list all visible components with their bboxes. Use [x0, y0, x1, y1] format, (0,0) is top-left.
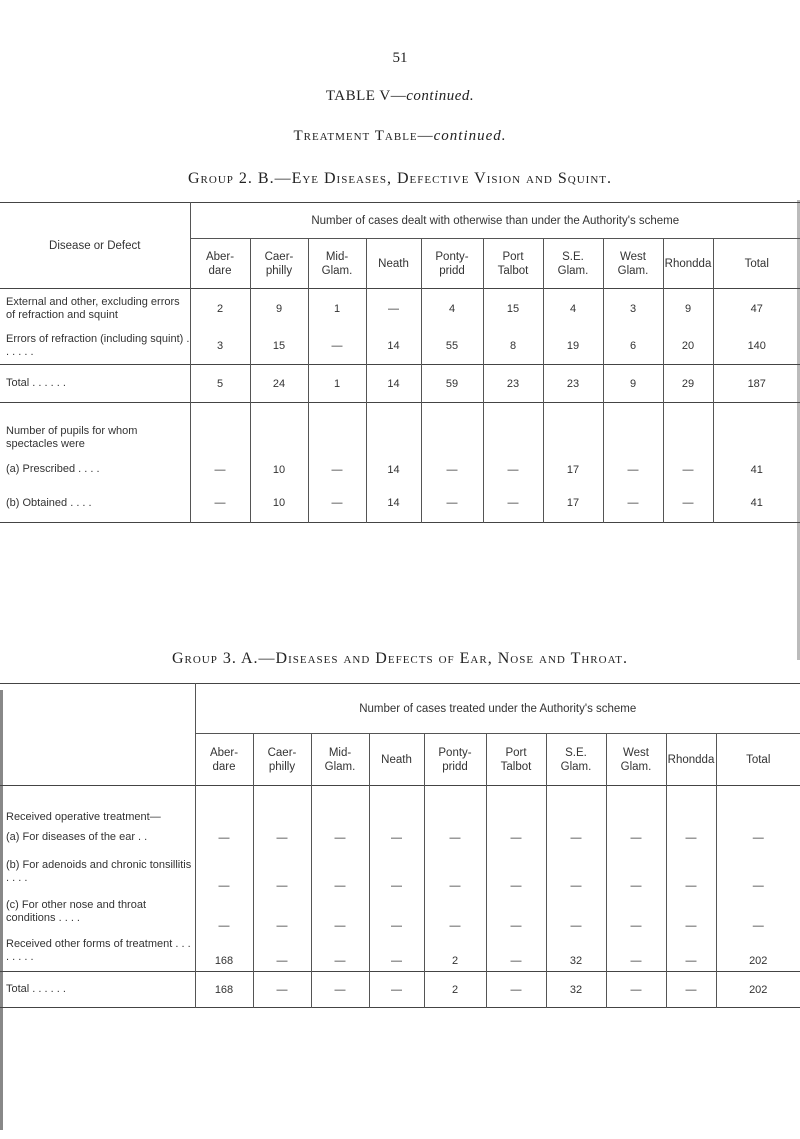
column-header: Mid- Glam. [311, 734, 369, 786]
row-label: (b) Obtained . . . . [6, 496, 92, 509]
table-row [0, 892, 800, 932]
cell: — [369, 824, 424, 852]
cell: 3 [603, 289, 663, 329]
column-header: Rhondda [666, 734, 716, 786]
cell: 168 [195, 972, 253, 1008]
cell: — [666, 892, 716, 932]
cell: — [663, 455, 713, 485]
cell: — [308, 485, 366, 523]
table-title-suffix: continued. [406, 88, 475, 104]
cell: — [369, 972, 424, 1008]
cell: 9 [603, 365, 663, 403]
cell: 32 [546, 972, 606, 1008]
cell: 15 [250, 329, 308, 365]
cell: — [424, 852, 486, 892]
cell: 4 [421, 289, 483, 329]
cell: 59 [421, 365, 483, 403]
cell: — [546, 892, 606, 932]
table-row [0, 455, 800, 485]
cell: 202 [716, 972, 800, 1008]
cell: 3 [190, 329, 250, 365]
column-header: S.E. Glam. [543, 239, 603, 289]
cell: 8 [483, 329, 543, 365]
row-label: Total . . . . . . [6, 377, 66, 389]
cell: — [421, 455, 483, 485]
cell: 9 [663, 289, 713, 329]
cell: — [486, 892, 546, 932]
cell: 20 [663, 329, 713, 365]
group2-span-header: Number of cases dealt with otherwise than under the Authority's scheme [190, 203, 800, 239]
table-row [0, 824, 800, 852]
subtitle-prefix: Treatment Table [293, 128, 418, 144]
cell: 41 [713, 455, 800, 485]
cell: — [606, 972, 666, 1008]
cell: — [546, 852, 606, 892]
cell: 2 [190, 289, 250, 329]
cell: — [546, 824, 606, 852]
cell: 17 [543, 485, 603, 523]
column-header: Mid- Glam. [308, 239, 366, 289]
column-header: S.E. Glam. [546, 734, 606, 786]
cell: — [195, 892, 253, 932]
cell: — [311, 892, 369, 932]
cell: 55 [421, 329, 483, 365]
cell: — [190, 485, 250, 523]
corner-blank [0, 684, 195, 786]
cell: 24 [250, 365, 308, 403]
column-header: Total [716, 734, 800, 786]
row-label: (b) For adenoids and chronic tonsillitis . . . . [6, 858, 192, 884]
cell: — [606, 852, 666, 892]
column-header: Caer- philly [253, 734, 311, 786]
cell: 47 [713, 289, 800, 329]
column-header: Total [713, 239, 800, 289]
row-label: Number of pupils for whom spectacles were [6, 424, 138, 450]
column-header: Port Talbot [483, 239, 543, 289]
cell: — [308, 329, 366, 365]
row-label: Total . . . . . . [6, 983, 66, 995]
cell: — [195, 824, 253, 852]
cell: 202 [716, 932, 800, 972]
table-row [0, 403, 800, 455]
cell: — [311, 972, 369, 1008]
column-header: Caer- philly [250, 239, 308, 289]
column-header: Neath [366, 239, 421, 289]
cell: — [421, 485, 483, 523]
group2-heading: Group 2. B.—Eye Diseases, Defective Vision and Squint. [188, 170, 612, 187]
cell: — [666, 824, 716, 852]
cell: 14 [366, 365, 421, 403]
cell: 1 [308, 289, 366, 329]
cell: — [253, 852, 311, 892]
column-header: Port Talbot [486, 734, 546, 786]
cell: 10 [250, 455, 308, 485]
row-label: (a) Prescribed . . . . [6, 463, 100, 475]
cell: 2 [424, 972, 486, 1008]
cell: — [369, 932, 424, 972]
cell: — [311, 852, 369, 892]
cell: 14 [366, 329, 421, 365]
cell: — [603, 455, 663, 485]
column-header: Ponty- pridd [424, 734, 486, 786]
table-row [0, 329, 800, 365]
cell: — [666, 852, 716, 892]
group2-table [0, 202, 800, 523]
treatment-table-subtitle: Treatment Table—continued. [293, 128, 507, 144]
column-header: Neath [369, 734, 424, 786]
group3-table [0, 683, 800, 1008]
cell: 10 [250, 485, 308, 523]
cell: — [483, 485, 543, 523]
cell: 4 [543, 289, 603, 329]
cell: 140 [713, 329, 800, 365]
cell: 17 [543, 455, 603, 485]
row-label: (a) For diseases of the ear . . [6, 831, 148, 843]
cell: — [424, 892, 486, 932]
cell: — [486, 824, 546, 852]
cell: — [483, 455, 543, 485]
total-row [0, 365, 800, 403]
cell: — [666, 932, 716, 972]
cell: — [369, 852, 424, 892]
cell: — [486, 932, 546, 972]
cell: — [606, 892, 666, 932]
cell: 168 [195, 932, 253, 972]
row-label: Errors of refraction (including squint) . . . . . . [6, 333, 190, 359]
table-title-prefix: TABLE V [325, 88, 391, 104]
table-row [0, 786, 800, 824]
total-row [0, 972, 800, 1008]
row-label: (c) For other nose and throat conditions . . . . [6, 898, 147, 924]
row-label: Received operative treatment— [6, 810, 161, 823]
cell: 41 [713, 485, 800, 523]
cell: — [190, 455, 250, 485]
cell: 2 [424, 932, 486, 972]
cell: — [716, 892, 800, 932]
cell: — [253, 932, 311, 972]
cell: 14 [366, 485, 421, 523]
cell: — [311, 932, 369, 972]
cell: — [424, 824, 486, 852]
table-row [0, 289, 800, 329]
cell: — [195, 852, 253, 892]
column-header: West Glam. [603, 239, 663, 289]
cell: — [486, 972, 546, 1008]
cell: — [666, 972, 716, 1008]
cell: 6 [603, 329, 663, 365]
cell: — [716, 824, 800, 852]
cell: — [606, 932, 666, 972]
cell: — [606, 824, 666, 852]
cell: 1 [308, 365, 366, 403]
cell: 23 [543, 365, 603, 403]
cell: 14 [366, 455, 421, 485]
cell: — [663, 485, 713, 523]
cell: — [253, 972, 311, 1008]
table-row [0, 852, 800, 892]
column-header: Aber- dare [190, 239, 250, 289]
cell: 23 [483, 365, 543, 403]
cell: 5 [190, 365, 250, 403]
cell: — [603, 485, 663, 523]
cell: — [253, 892, 311, 932]
cell: 187 [713, 365, 800, 403]
table-row [0, 485, 800, 523]
subtitle-suffix: continued. [433, 128, 507, 144]
row-label: Received other forms of treatment . . . . . . . . [6, 938, 191, 964]
table-row [0, 932, 800, 972]
cell: 29 [663, 365, 713, 403]
cell: 9 [250, 289, 308, 329]
cell: — [253, 824, 311, 852]
cell: — [486, 852, 546, 892]
cell: 15 [483, 289, 543, 329]
cell: — [716, 852, 800, 892]
cell: — [311, 824, 369, 852]
table-title: TABLE V—continued. [325, 88, 475, 104]
column-header: Aber- dare [195, 734, 253, 786]
cell: — [366, 289, 421, 329]
cell: — [369, 892, 424, 932]
cell: 19 [543, 329, 603, 365]
group3-heading: Group 3. A.—Diseases and Defects of Ear, Nose and Throat. [171, 650, 629, 667]
column-header: Rhondda [663, 239, 713, 289]
cell: 32 [546, 932, 606, 972]
cell: — [308, 455, 366, 485]
column-header: Ponty- pridd [421, 239, 483, 289]
page-number: 51 [392, 50, 408, 66]
column-header: West Glam. [606, 734, 666, 786]
row-label: External and other, excluding errors of refraction and squint [6, 295, 180, 321]
group3-span-header: Number of cases treated under the Authority's scheme [195, 684, 800, 734]
corner-label: Disease or Defect [49, 239, 141, 252]
